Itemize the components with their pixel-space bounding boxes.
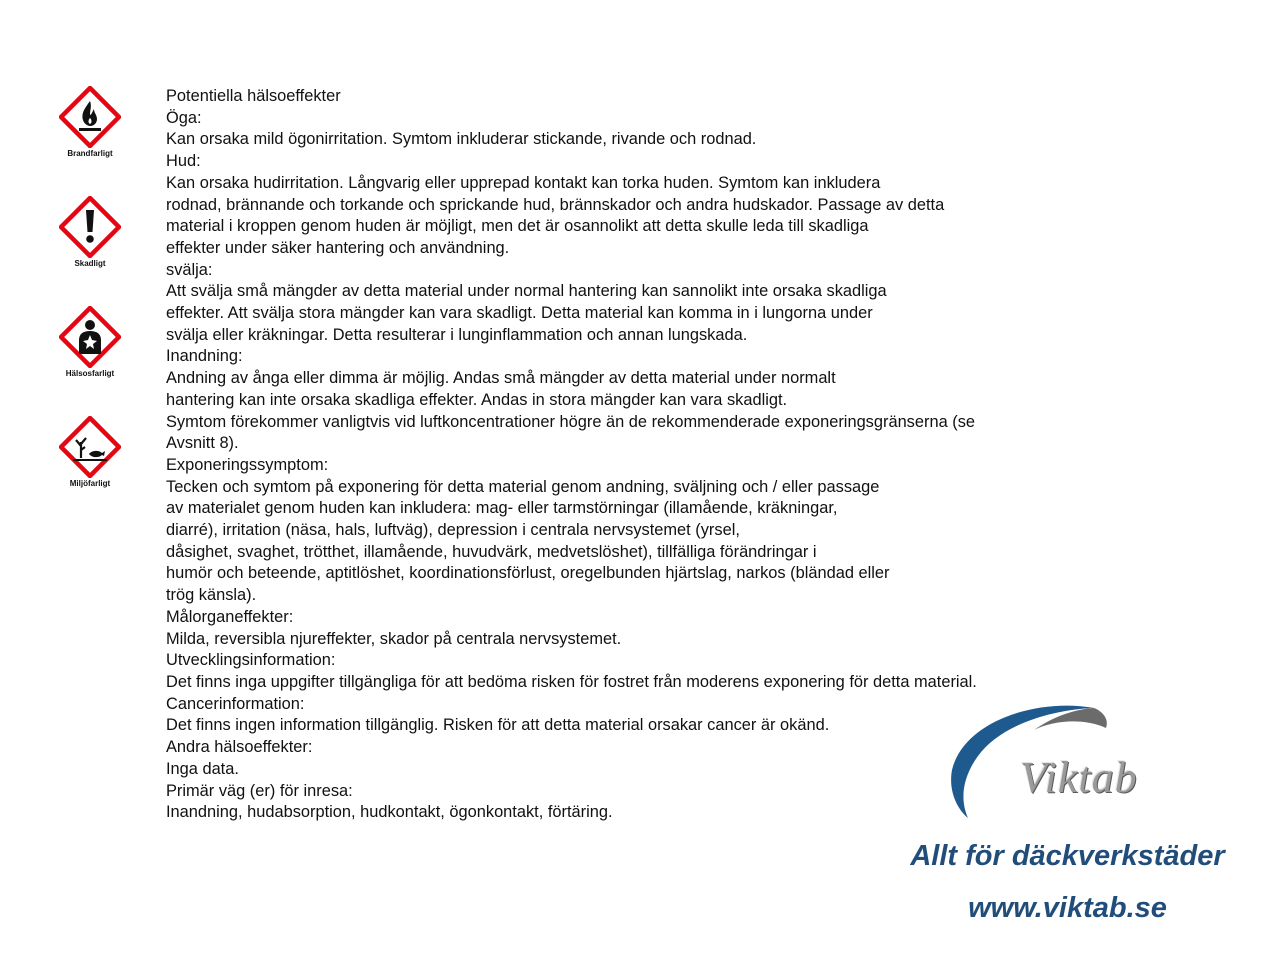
text-line: effekter. Att svälja stora mängder kan vara skadligt. Detta material kan komma in i lungorna under bbox=[166, 304, 873, 323]
text-line: Potentiella hälsoeffekter bbox=[166, 87, 341, 105]
text-line: Exponeringssymptom: bbox=[166, 455, 329, 474]
text-line: effekter under säker hantering och användning. bbox=[166, 238, 510, 257]
text-line: diarré), irritation (näsa, hals, luftväg), depression i centrala nervsystemet (yrsel, bbox=[166, 521, 740, 540]
pictogram-label: Miljöfarligt bbox=[69, 479, 111, 488]
text-line: Cancerinformation: bbox=[166, 694, 305, 713]
logo-wordmark: Viktab bbox=[1020, 753, 1138, 802]
text-line: dåsighet, svaghet, trötthet, illamående, huvudvärk, medvetslöshet), tillfälliga förändringar i bbox=[166, 542, 817, 561]
text-line: trög känsla). bbox=[166, 586, 257, 605]
text-line: svälja eller kräkningar. Detta resulterar i lunginflammation och annan lungskada. bbox=[166, 325, 748, 344]
text-line: Inandning: bbox=[166, 347, 243, 366]
text-line: Inandning, hudabsorption, hudkontakt, ögonkontakt, förtäring. bbox=[166, 803, 613, 822]
text-line: Målorganeffekter: bbox=[166, 607, 294, 626]
flammable-pictogram bbox=[52, 86, 128, 158]
text-line: Symtom förekommer vanligtvis vid luftkoncentrationer högre än de rekommenderade exponeringsgränserna (se bbox=[166, 412, 976, 431]
text-line: Primär väg (er) för inresa: bbox=[166, 781, 353, 800]
text-line: svälja: bbox=[166, 260, 213, 279]
text-line: material i kroppen genom huden är möjligt, men det är osannolikt att detta skulle leda till skadliga bbox=[166, 217, 869, 236]
text-line: Kan orsaka hudirritation. Långvarig eller upprepad kontakt kan torka huden. Symtom kan inkludera bbox=[166, 173, 881, 192]
text-line: Öga: bbox=[166, 108, 202, 127]
text-line: Milda, reversibla njureffekter, skador på centrala nervsystemet. bbox=[166, 629, 622, 648]
text-line: Utvecklingsinformation: bbox=[166, 651, 336, 670]
slogan: Allt för däckverkstäder bbox=[910, 840, 1225, 872]
text-line: humör och beteende, aptitlöshet, koordinationsförlust, oregelbunden hjärtslag, narkos (bländad eller bbox=[166, 564, 890, 583]
environment-pictogram bbox=[52, 416, 128, 488]
health-hazard-icon bbox=[59, 306, 121, 368]
text-line: Kan orsaka mild ögonirritation. Symtom inkluderar stickande, rivande och rodnad. bbox=[166, 130, 757, 149]
text-line: Det finns inga uppgifter tillgängliga för att bedöma risken för fostret från moderens exponering för detta material. bbox=[166, 672, 977, 691]
text-line: Det finns ingen information tillgänglig. Risken för att detta material orsakar cancer är okänd. bbox=[166, 716, 830, 735]
text-line: Andra hälsoeffekter: bbox=[166, 738, 313, 757]
harmful-pictogram bbox=[52, 196, 128, 268]
text-line: Avsnitt 8). bbox=[166, 434, 239, 453]
text-line: Andning av ånga eller dimma är möjlig. Andas små mängder av detta material under normalt bbox=[166, 369, 836, 388]
pictogram-label: Skadligt bbox=[74, 259, 106, 268]
health-hazard-pictogram bbox=[52, 306, 128, 378]
pictogram-label: Hälsosfarligt bbox=[65, 369, 115, 378]
environment-icon bbox=[59, 416, 121, 478]
pictogram-label: Brandfarligt bbox=[67, 149, 113, 158]
text-line: rodnad, brännande och torkande och sprickande hud, brännskador och andra hudskador. Passage av detta bbox=[166, 195, 945, 214]
text-line: Hud: bbox=[166, 152, 201, 171]
flame-icon bbox=[59, 86, 121, 148]
text-line: hantering kan inte orsaka skadliga effekter. Andas in stora mängder kan vara skadligt. bbox=[166, 390, 788, 409]
text-line: av materialet genom huden kan inkludera: mag- eller tarmstörningar (illamående, kräkningar, bbox=[166, 499, 838, 518]
text-line: Tecken och symtom på exponering för detta material genom andning, sväljning och / eller passage bbox=[166, 477, 880, 496]
website-link[interactable]: www.viktab.se bbox=[968, 892, 1167, 924]
exclamation-icon bbox=[59, 196, 121, 258]
text-line: Inga data. bbox=[166, 759, 239, 778]
text-line: Att svälja små mängder av detta material under normal hantering kan sannolikt inte orsaka skadliga bbox=[166, 282, 887, 301]
